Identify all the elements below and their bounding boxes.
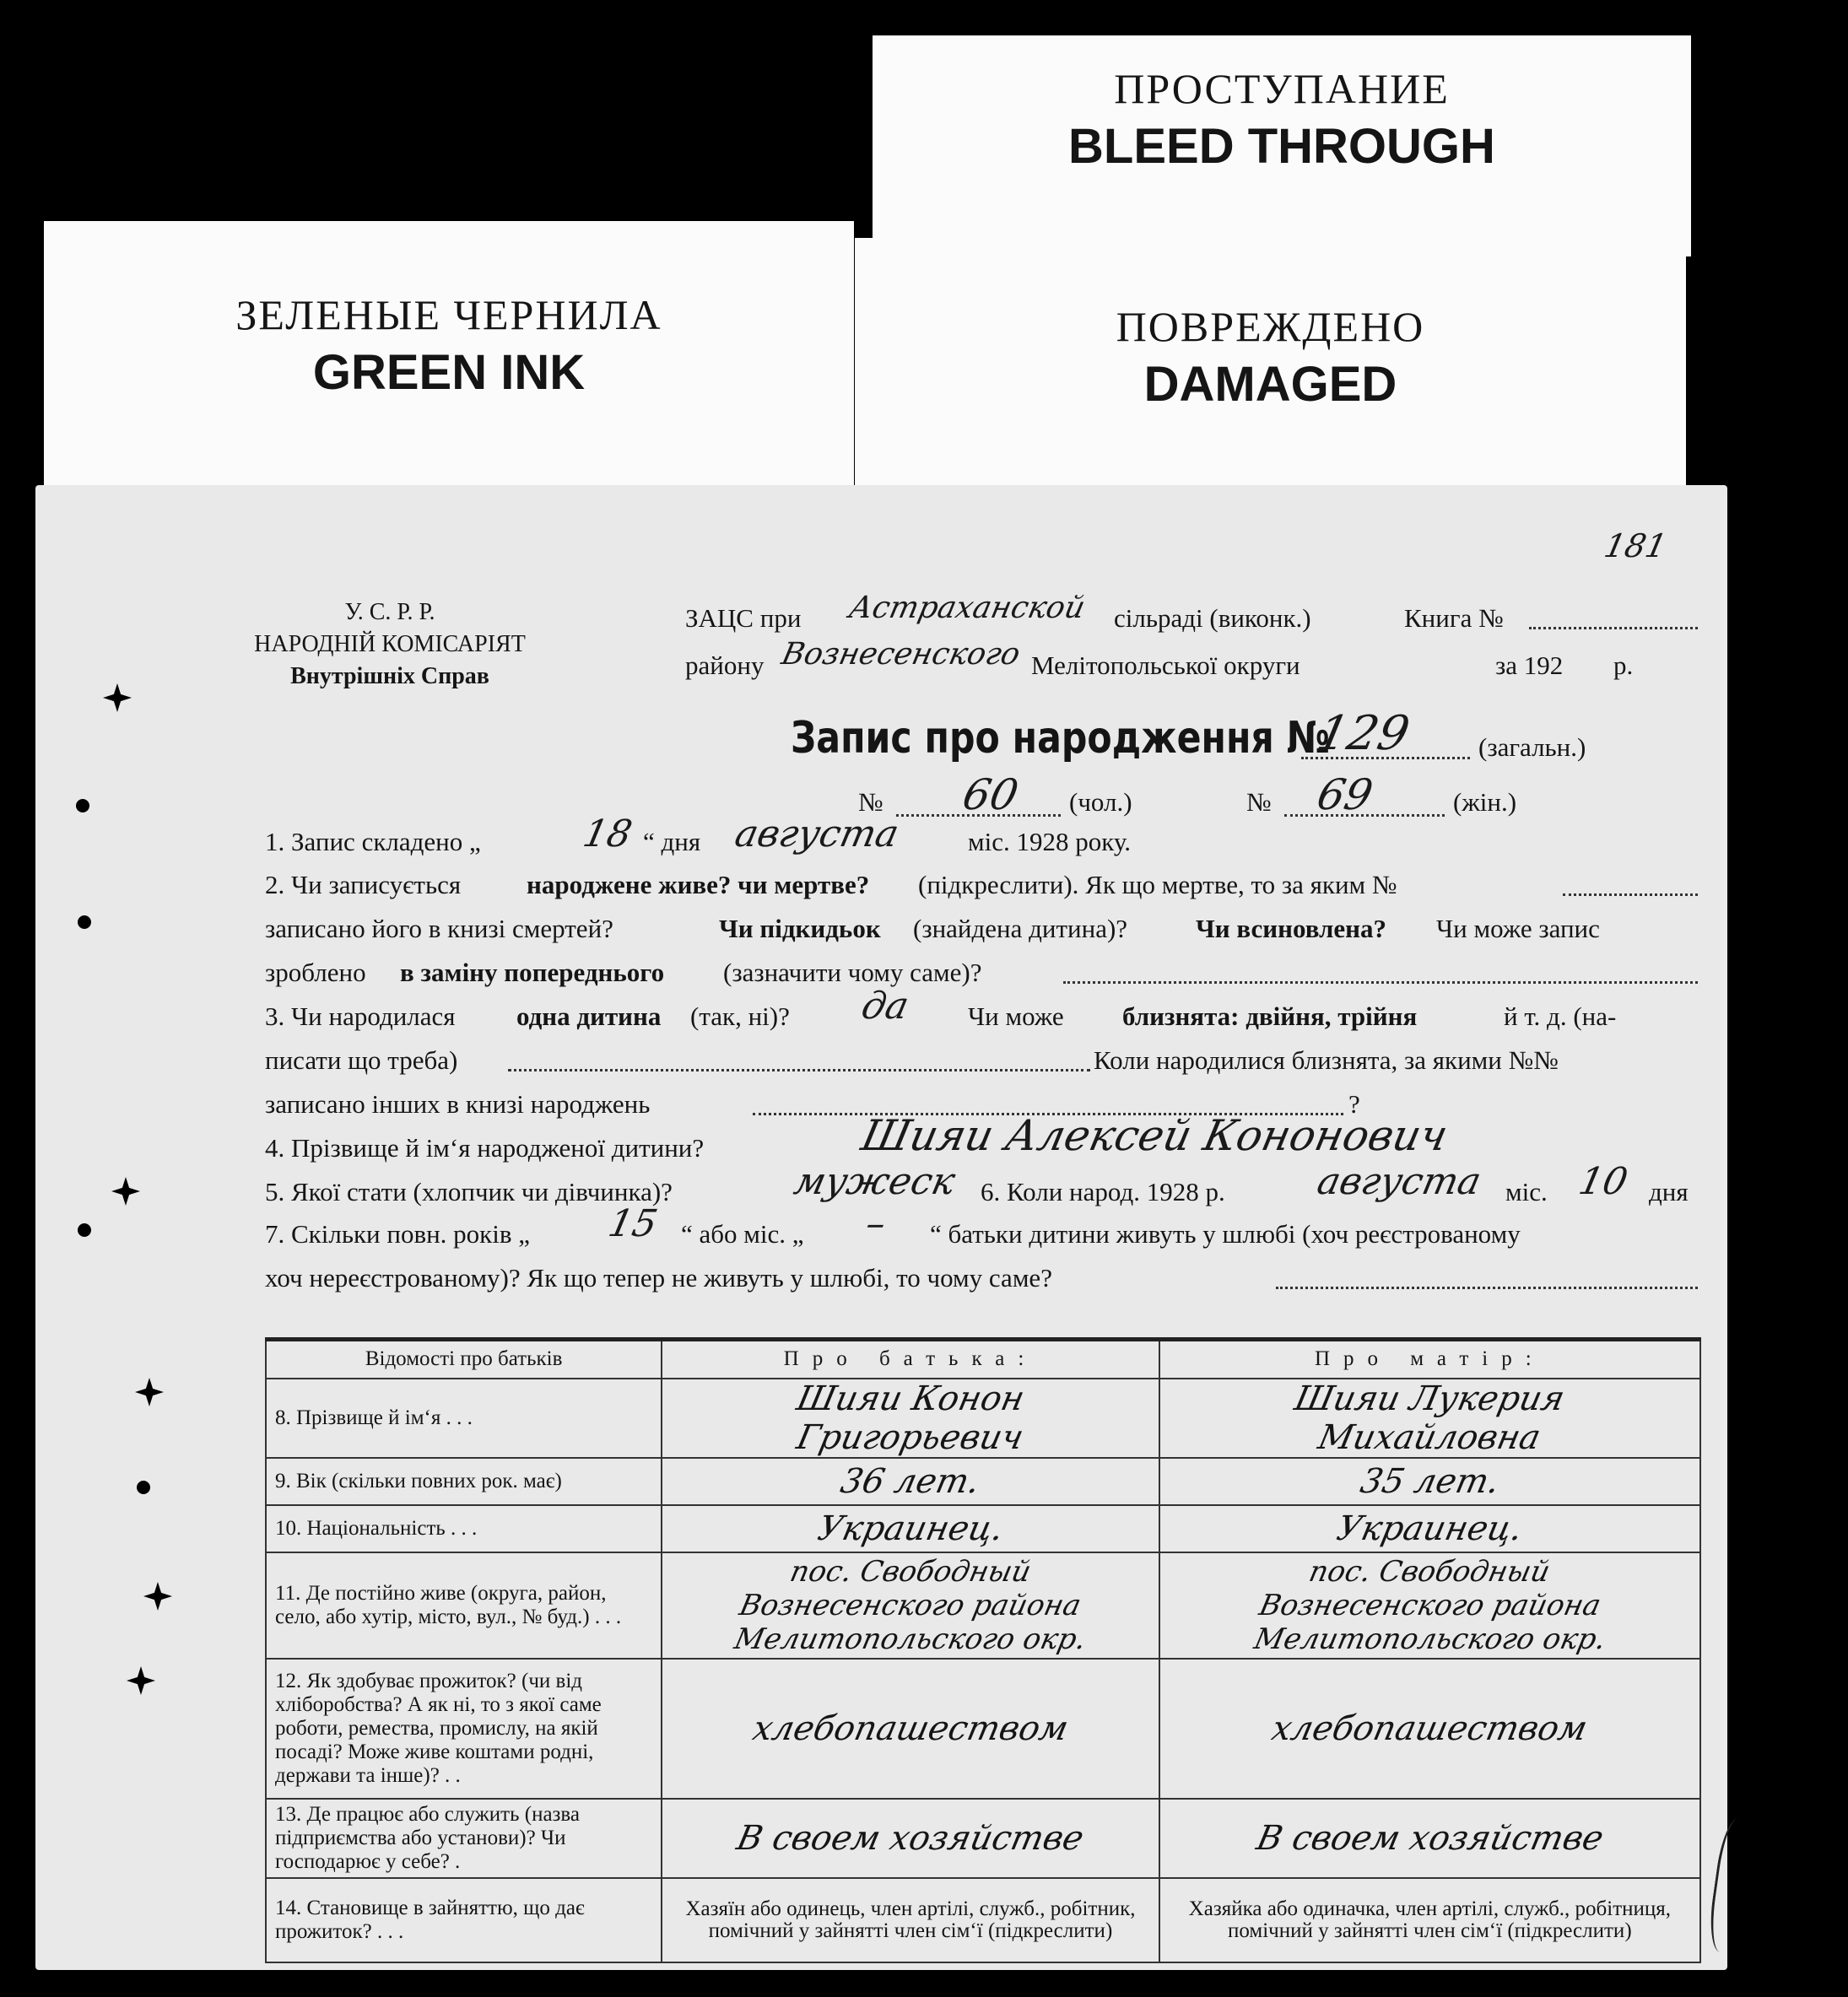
record-number-line <box>1301 757 1470 759</box>
book-field <box>1529 627 1698 629</box>
row-label: 9. Вік (скільки повних рок. має) <box>266 1458 662 1505</box>
punch-hole <box>76 799 89 812</box>
father-address-3: Мелитопольского окр. <box>732 1622 1089 1656</box>
year-suffix: р. <box>1613 650 1634 680</box>
male-suffix: (чол.) <box>1069 787 1132 817</box>
father-address-1: пос. Свободный <box>786 1554 1035 1589</box>
birth-month: августа <box>1313 1160 1485 1203</box>
q3-l3b: ? <box>1348 1089 1360 1119</box>
q1-prefix: 1. Запис складено „ <box>265 827 481 856</box>
q2-l1c: (підкреслити). Як що мертве, то за яким № <box>918 870 1397 899</box>
father-age-text: 36 лет. <box>837 1461 984 1501</box>
green-ink-label <box>44 221 854 495</box>
q3-twins-field <box>508 1069 1090 1071</box>
punch-hole <box>127 1666 155 1695</box>
birth-day: 10 <box>1575 1160 1632 1203</box>
table-row <box>266 1552 1700 1659</box>
q1-suffix: міс. 1928 року. <box>968 827 1132 856</box>
q6-mid: міс. <box>1505 1177 1548 1206</box>
q3-answer: да <box>857 985 913 1028</box>
raion-prefix: району <box>685 650 765 680</box>
father-livelihood <box>662 1659 1159 1799</box>
green-ink-ru: ЗЕЛЕНЫЕ ЧЕРНИЛА <box>235 291 662 338</box>
mother-surname: Шияи Лукерия <box>1291 1379 1569 1418</box>
mother-age <box>1159 1458 1700 1505</box>
damaged-en: DAMAGED <box>1143 357 1397 412</box>
q6-label: 6. Коли народ. 1928 р. <box>981 1177 1225 1206</box>
q2-reason-field <box>1063 981 1698 984</box>
mother-patronymic: Михайловна <box>1315 1417 1545 1457</box>
male-number-line <box>896 814 1061 817</box>
q3-l1a: 3. Чи народилася <box>265 1001 456 1031</box>
q7-l2: хоч нереєстрованому)? Як що тепер не живуть у шлюбі, то чому саме? <box>265 1263 1052 1293</box>
row-label: 11. Де постійно живе (округа, район, село, або хутір, місто, вул., № буд.) . . . <box>266 1552 662 1659</box>
parents-table <box>265 1337 1701 1963</box>
q6-suffix: дня <box>1649 1177 1689 1206</box>
bleed-through-ru: ПРОСТУПАНИЕ <box>1114 65 1450 112</box>
q7-l1b: “ або міс. „ <box>681 1219 804 1249</box>
punch-hole <box>143 1582 172 1611</box>
female-number: 69 <box>1312 770 1377 819</box>
male-prefix: № <box>858 787 883 817</box>
record-general: (загальн.) <box>1478 732 1586 762</box>
row-label: 10. Національність . . . <box>266 1505 662 1552</box>
bleed-through-en: BLEED THROUGH <box>1068 119 1495 174</box>
mother-workplace-text: В своем хозяйстве <box>1252 1818 1607 1858</box>
col-header-info: Відомості про батьків <box>266 1340 662 1379</box>
mother-value <box>1159 1379 1700 1458</box>
table-row <box>266 1458 1700 1505</box>
q3-l1f: й т. д. (на- <box>1504 1001 1617 1031</box>
q3-l1b: одна дитина <box>516 1001 662 1031</box>
father-age <box>662 1458 1159 1505</box>
punch-hole <box>137 1481 150 1494</box>
green-ink-en: GREEN INK <box>312 345 586 400</box>
mother-address <box>1159 1552 1700 1659</box>
row-label: 8. Прізвище й ім‘я . . . <box>266 1379 662 1458</box>
col-header-mother: Про матір: <box>1159 1340 1700 1379</box>
punch-hole <box>78 915 91 929</box>
row-label: 14. Становище в зайняттю, що дає прожиток? . . . <box>266 1878 662 1962</box>
mother-age-text: 35 лет. <box>1356 1461 1503 1501</box>
col-header-father: Про батька: <box>662 1340 1159 1379</box>
raion-suffix: Мелітопольської округи <box>1031 650 1300 680</box>
marriage-years: 15 <box>604 1202 662 1245</box>
table-row <box>266 1878 1700 1962</box>
marriage-months: – <box>862 1202 890 1245</box>
q2-l1b: народжене живе? чи мертве? <box>527 870 870 899</box>
issuer-header <box>246 596 533 693</box>
q1-day: 18 <box>579 812 636 855</box>
mother-address-1: пос. Свободный <box>1306 1554 1554 1589</box>
zats-prefix: ЗАЦС при <box>685 603 802 633</box>
q2-l1a: 2. Чи записується <box>265 870 462 899</box>
record-title: Запис про народження № <box>791 713 1330 764</box>
record-number: 129 <box>1312 706 1414 761</box>
q7-reason-field <box>1276 1287 1698 1289</box>
q2-l2e: Чи може запис <box>1436 914 1600 943</box>
q2-number-field <box>1563 893 1698 896</box>
bleed-through-label <box>873 35 1691 256</box>
mother-address-3: Мелитопольского окр. <box>1251 1622 1609 1656</box>
q3-l2a: писати що треба) <box>265 1045 458 1075</box>
father-patronymic: Григорьевич <box>793 1417 1028 1457</box>
punch-hole <box>78 1223 91 1237</box>
mother-nationality <box>1159 1505 1700 1552</box>
page-number: 181 <box>1601 527 1671 564</box>
father-nationality <box>662 1505 1159 1552</box>
q2-l2c: (знайдена дитина)? <box>913 914 1128 943</box>
q3-l3a: записано інших в книзі народжень <box>265 1089 651 1119</box>
female-number-line <box>1284 814 1445 817</box>
birth-record-form <box>35 485 1727 1970</box>
father-value <box>662 1379 1159 1458</box>
row-label: 13. Де працює або служить (назва підприємства або установи)? Чи господарює у себе? . <box>266 1799 662 1878</box>
q4-label: 4. Прізвище й ім‘я народженої дитини? <box>265 1133 705 1163</box>
damaged-label <box>855 238 1686 493</box>
father-workplace <box>662 1799 1159 1878</box>
father-surname: Шияи Конон <box>792 1379 1028 1418</box>
punch-hole <box>103 683 132 712</box>
q2-l3b: в заміну попереднього <box>400 958 665 987</box>
q2-l3c: (зазначити чому саме)? <box>723 958 982 987</box>
q3-l1d: Чи може <box>968 1001 1064 1031</box>
q3-l1e: близнята: двійня, трійня <box>1122 1001 1418 1031</box>
table-header-row <box>266 1340 1700 1379</box>
year-label: за 192 <box>1495 650 1564 680</box>
row-label: 12. Як здобуває прожиток? (чи від хліборобства? А як ні, то з якої саме роботи, ремества, промислу, на якій посаді? Може живе коштами родні, держави та інше)? . . <box>266 1659 662 1799</box>
book-label: Книга № <box>1404 603 1504 633</box>
father-workplace-text: В своем хозяйстве <box>733 1818 1088 1858</box>
male-number: 60 <box>958 770 1023 819</box>
q2-l2a: записано його в книзі смертей? <box>265 914 613 943</box>
q7-l1a: 7. Скільки повн. років „ <box>265 1219 530 1249</box>
table-row <box>266 1659 1700 1799</box>
mother-livelihood <box>1159 1659 1700 1799</box>
punch-hole <box>111 1177 140 1206</box>
q5-label: 5. Якої стати (хлопчик чи дівчинка)? <box>265 1177 673 1206</box>
father-nationality-text: Украинец. <box>813 1509 1008 1548</box>
q2-l2b: Чи підкидьок <box>719 914 881 943</box>
father-address-2: Вознесенского района <box>736 1588 1084 1622</box>
child-sex: мужеск <box>790 1160 959 1203</box>
q3-l2b: Коли народилися близнята, за якими №№ <box>1094 1045 1559 1075</box>
table-row <box>266 1379 1700 1458</box>
raion-name: Вознесенского <box>778 637 1024 672</box>
table-row <box>266 1505 1700 1552</box>
punch-hole <box>135 1378 164 1406</box>
father-status: Хазяїн або одинець, член артілі, служб., робітник, помічний у зайнятті член сім‘ї (підкреслити) <box>662 1878 1159 1962</box>
female-suffix: (жін.) <box>1453 787 1517 817</box>
mother-status: Хазяйка або одиначка, член артілі, служб., робітниця, помічний у зайнятті член сім‘ї (підкреслити) <box>1159 1878 1700 1962</box>
q2-l2d: Чи всиновлена? <box>1196 914 1387 943</box>
mother-address-2: Вознесенского района <box>1256 1588 1604 1622</box>
father-livelihood-text: хлебопашеством <box>748 1708 1072 1748</box>
father-address <box>662 1552 1159 1659</box>
q1-month: августа <box>731 812 903 855</box>
damaged-ru: ПОВРЕЖДЕНО <box>1116 303 1425 350</box>
mother-livelihood-text: хлебопашеством <box>1268 1708 1591 1748</box>
issuer-commissariat: НАРОДНІЙ КОМІСАРІЯТ <box>254 631 526 657</box>
zats-suffix: сільраді (виконк.) <box>1114 603 1311 633</box>
edge-mark <box>1705 1816 1760 1955</box>
q2-l3a: зроблено <box>265 958 366 987</box>
mother-workplace <box>1159 1799 1700 1878</box>
q1-mid: “ дня <box>643 827 701 856</box>
issuer-country: У. С. Р. Р. <box>344 599 435 625</box>
female-prefix: № <box>1246 787 1272 817</box>
table-row <box>266 1799 1700 1878</box>
child-name: Шияи Алексей Кононович <box>856 1111 1452 1160</box>
mother-nationality-text: Украинец. <box>1333 1509 1526 1548</box>
issuer-department: Внутрішніх Справ <box>290 663 489 689</box>
q3-l1c: (так, ні)? <box>690 1001 790 1031</box>
q7-l1c: “ батьки дитини живуть у шлюбі (хоч реєстрованому <box>930 1219 1521 1249</box>
zats-village: Астраханской <box>846 591 1089 625</box>
